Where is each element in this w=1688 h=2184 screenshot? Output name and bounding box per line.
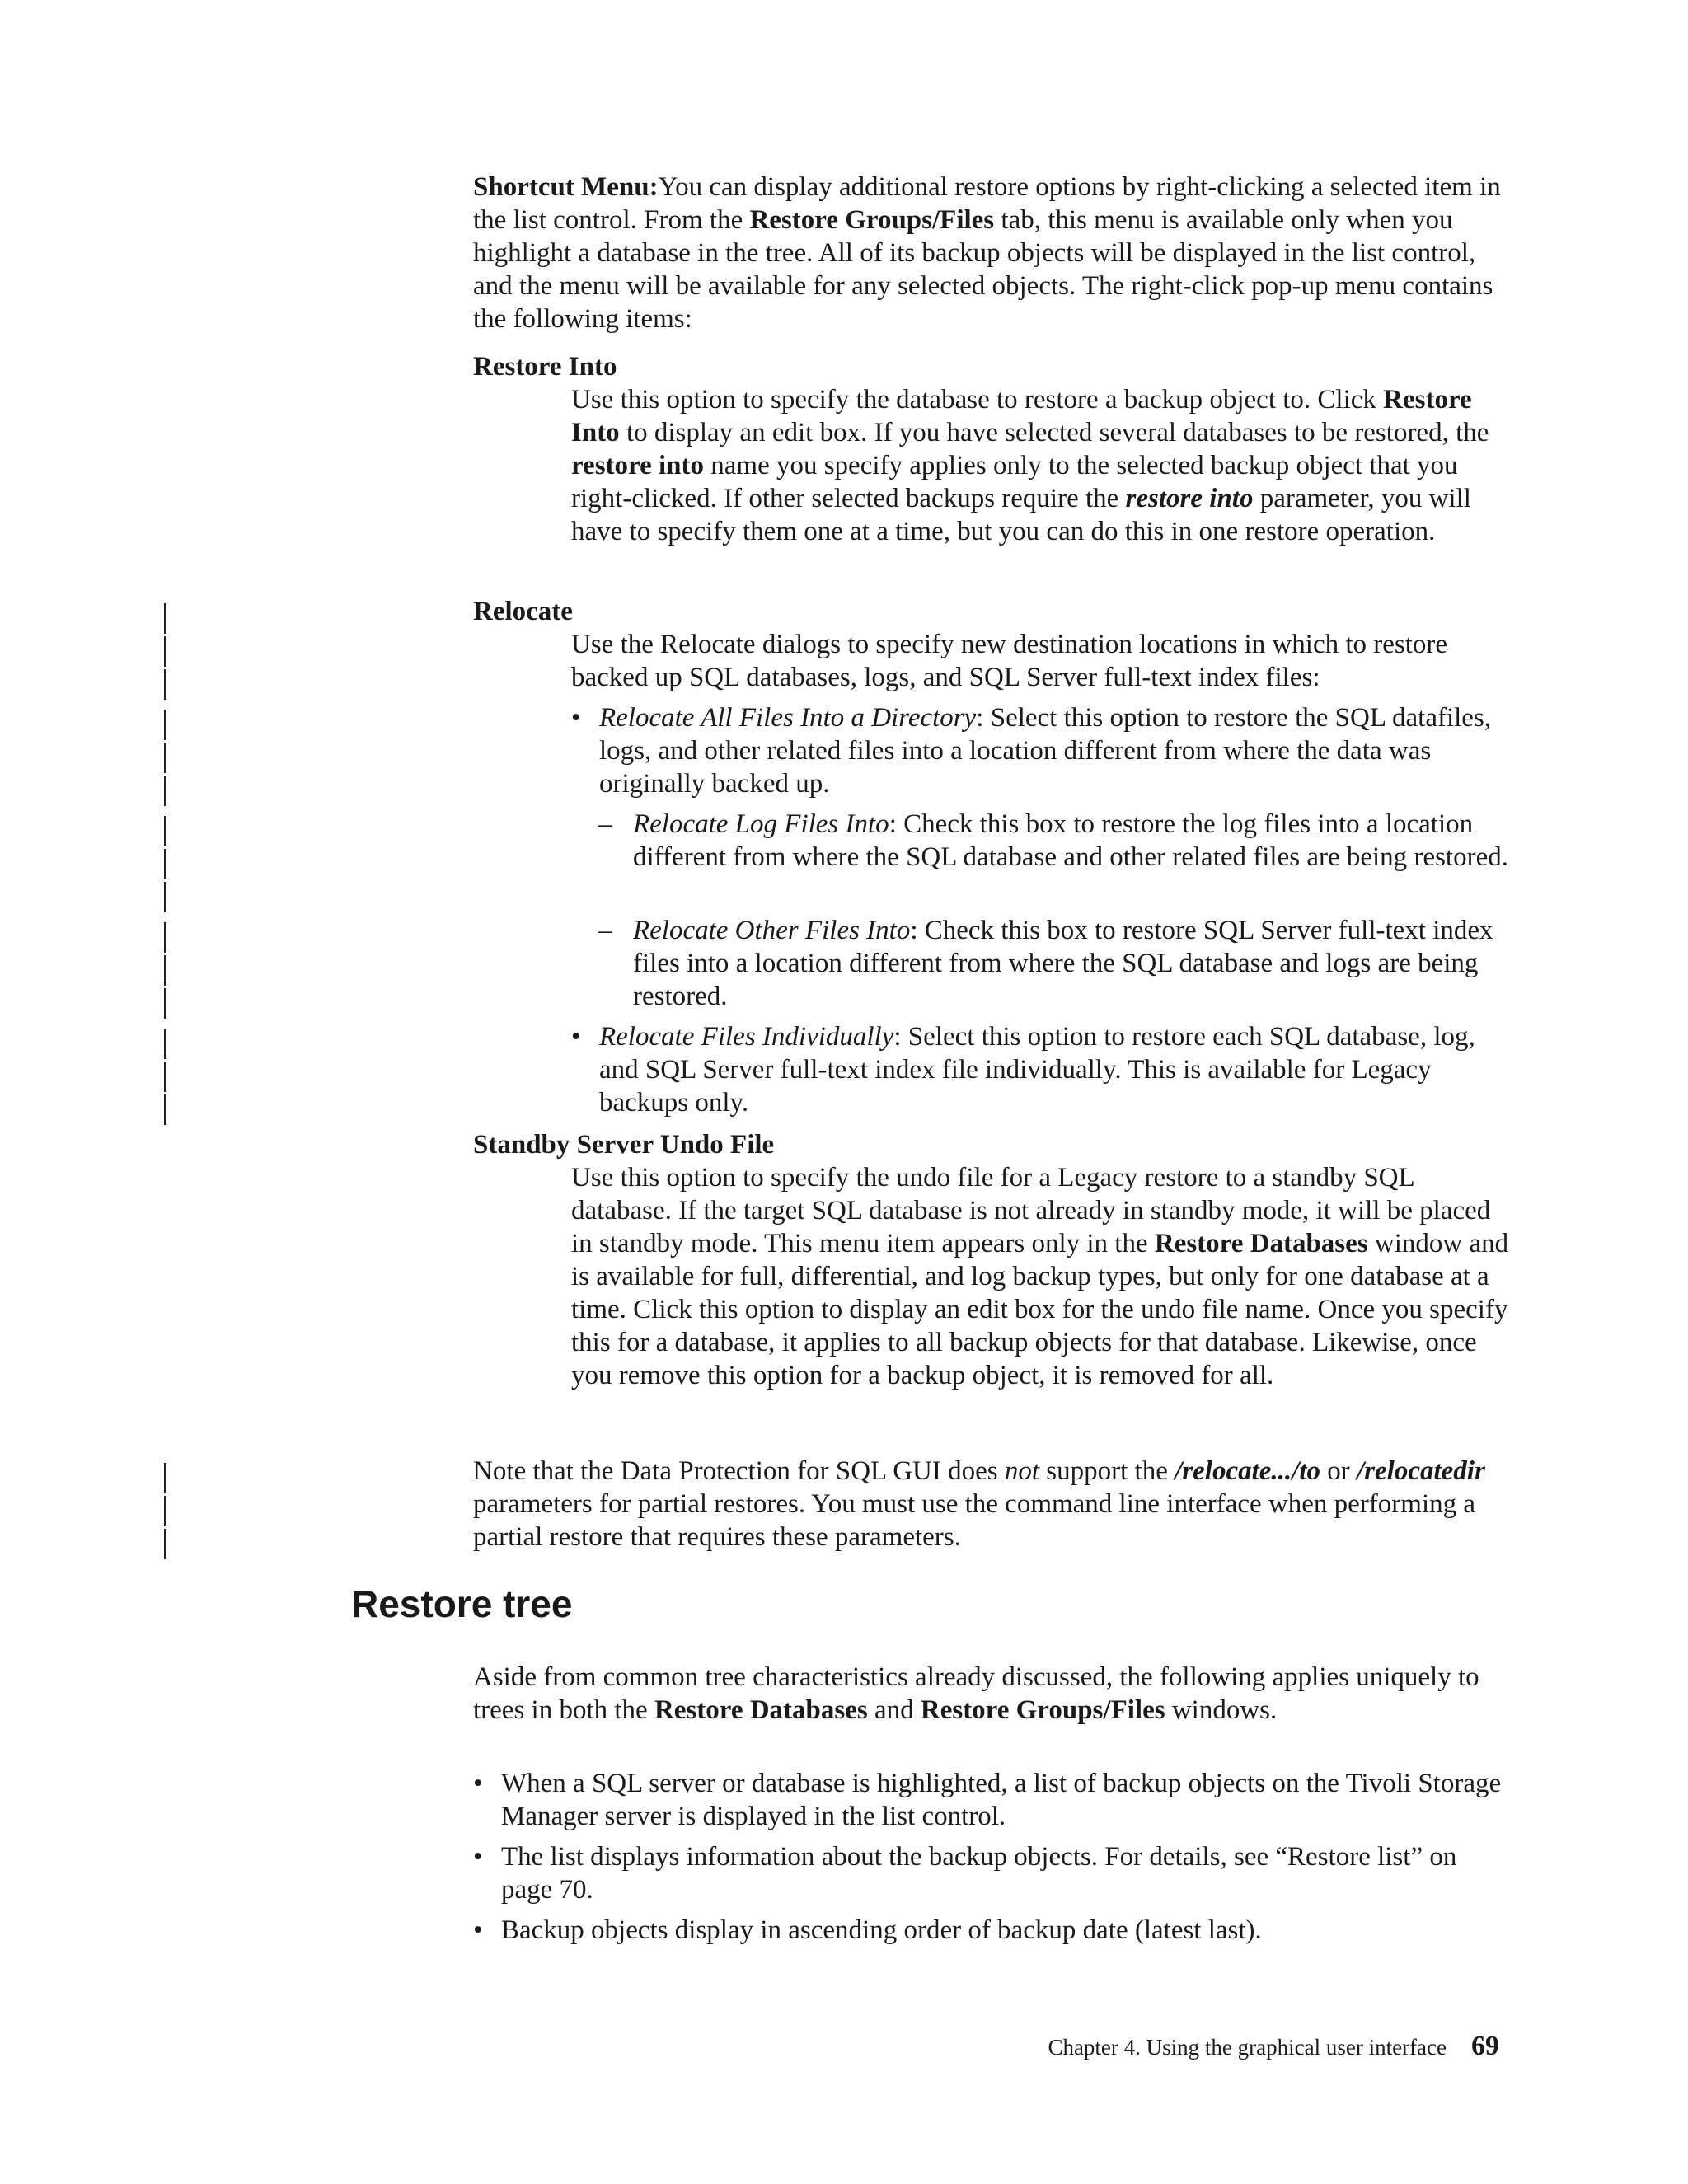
italic-run: Relocate Other Files Into bbox=[633, 916, 911, 945]
page-number: 69 bbox=[1471, 2031, 1499, 2061]
term-standby-server-undo-file: Standby Server Undo File bbox=[473, 1130, 775, 1160]
bullet-mark: • bbox=[473, 1769, 483, 1798]
revision-bar bbox=[164, 710, 166, 740]
standby-definition bbox=[571, 1161, 1511, 1392]
dash-mark: – bbox=[598, 916, 612, 945]
revision-bar bbox=[164, 922, 166, 953]
text-run: : Select this option to restore the SQL datafiles, logs, and other related files into a location different from where the data was originally backed up. bbox=[599, 703, 1492, 799]
text-run: Use this option to specify the database to restore a backup object to. Click bbox=[571, 385, 1384, 415]
page-footer bbox=[1048, 2030, 1499, 2064]
text-run: windows. bbox=[1165, 1695, 1278, 1725]
restore-tree-bullet-2 bbox=[473, 1840, 1512, 1906]
dash-mark: – bbox=[598, 809, 612, 839]
revision-bar bbox=[164, 849, 166, 879]
bullet-mark: • bbox=[473, 1842, 483, 1872]
text-run: : Check this box to restore SQL Server full-text index files into a location different from where the SQL database and logs are being restored. bbox=[633, 916, 1493, 1011]
footer-chapter-title: Chapter 4. Using the graphical user interface bbox=[1048, 2035, 1447, 2060]
revision-bar bbox=[164, 603, 166, 634]
bullet-mark: • bbox=[571, 703, 581, 733]
italic-run: not bbox=[1004, 1456, 1040, 1486]
italic-run: Relocate All Files Into a Directory bbox=[599, 703, 977, 733]
revision-bar bbox=[164, 1029, 166, 1059]
revision-bar bbox=[164, 882, 166, 912]
text-run: support the bbox=[1039, 1456, 1175, 1486]
term-restore-into: Restore Into bbox=[473, 352, 617, 382]
relocate-intro: Use the Relocate dialogs to specify new destination locations in which to restore backed up SQL databases, logs, and SQL Server full-text index files: bbox=[571, 630, 1448, 692]
bullet-relocate-individually bbox=[571, 1020, 1512, 1119]
text-run: Backup objects display in ascending order of backup date (latest last). bbox=[501, 1915, 1262, 1945]
bullet-relocate-all-files bbox=[571, 701, 1512, 800]
text-run: parameter, you will have to specify them one at a time, but you can do this in one restore operation. bbox=[571, 484, 1471, 546]
text-run: window and is available for full, differential, and log backup types, but only for one database at a time. Click this option to display an edit box for the undo file name. Once you specify this for a database, it applies to all backup objects for that database. Likewise, once you remove this option for a backup object, it is removed for all. bbox=[571, 1229, 1509, 1390]
text-run: Aside from common tree characteristics already discussed, the following applies uniquely to trees in both the bbox=[473, 1662, 1479, 1725]
text-run: or bbox=[1320, 1456, 1357, 1486]
revision-bar bbox=[164, 1496, 166, 1526]
note-paragraph bbox=[473, 1455, 1512, 1554]
term-relocate: Relocate bbox=[473, 597, 573, 626]
bold-run: restore into bbox=[571, 451, 704, 480]
bold-run: Restore Databases bbox=[654, 1695, 868, 1725]
cross-reference-text: The list displays information about the backup objects. For details, see “Restore list” on page 70. bbox=[501, 1842, 1457, 1905]
text-run: name you specify applies only to the selected backup object that you right-clicked. If other selected backups require the bbox=[571, 451, 1458, 513]
revision-bar bbox=[164, 1463, 166, 1493]
restore-tree-bullet-1 bbox=[473, 1767, 1512, 1833]
restore-tree-intro bbox=[473, 1661, 1512, 1727]
text-run: and bbox=[867, 1695, 921, 1725]
bold-run: Restore Groups/Files bbox=[920, 1695, 1165, 1725]
text-run: : Select this option to restore each SQL database, log, and SQL Server full-text index file individually. This is available for Legacy backups only. bbox=[599, 1022, 1475, 1118]
text-run: : Check this box to restore the log files into a location different from where the SQL database and other related files are being restored. bbox=[633, 809, 1508, 872]
revision-bar bbox=[164, 776, 166, 806]
text-run: parameters for partial restores. You must use the command line interface when performing a partial restore that requires these parameters. bbox=[473, 1489, 1476, 1552]
restore-tree-bullet-3 bbox=[473, 1914, 1512, 1947]
revision-bar bbox=[164, 669, 166, 700]
bullet-mark: • bbox=[571, 1022, 581, 1052]
revision-bar bbox=[164, 988, 166, 1019]
text-run: tab, this menu is available only when you highlight a database in the tree. All of its backup objects will be displayed in the list control, and the menu will be available for any selected objects. The right-click pop-up menu contains the following items: bbox=[473, 205, 1493, 334]
shortcut-menu-paragraph bbox=[473, 171, 1512, 335]
bold-italic-run: restore into bbox=[1125, 484, 1254, 513]
italic-run: Relocate Log Files Into bbox=[633, 809, 889, 839]
revision-bar bbox=[164, 1529, 166, 1559]
dash-relocate-other-files bbox=[598, 914, 1512, 1013]
revision-bar bbox=[164, 636, 166, 667]
bold-run: Restore Into bbox=[571, 385, 1472, 448]
bullet-mark: • bbox=[473, 1915, 483, 1945]
text-run: Use this option to specify the undo file for a Legacy restore to a standby SQL database. If the target SQL database is not already in standby mode, it will be placed in standby mode. This menu item appears only in the bbox=[571, 1163, 1491, 1258]
revision-bar bbox=[164, 955, 166, 986]
text-run: to display an edit box. If you have selected several databases to be restored, the bbox=[619, 418, 1489, 448]
revision-bar bbox=[164, 1094, 166, 1125]
restore-into-definition bbox=[571, 383, 1511, 548]
revision-bar bbox=[164, 743, 166, 773]
dash-relocate-log-files bbox=[598, 808, 1512, 874]
bold-italic-run: /relocatedir bbox=[1357, 1456, 1485, 1486]
bold-run: Restore Databases bbox=[1154, 1229, 1368, 1258]
section-heading-restore-tree: Restore tree bbox=[351, 1582, 573, 1625]
bold-run: Restore Groups/Files bbox=[749, 205, 995, 235]
bold-italic-run: /relocate.../to bbox=[1175, 1456, 1321, 1486]
text-run: You can display additional restore options by right-clicking a selected item in the list control. From the bbox=[473, 172, 1501, 235]
shortcut-menu-label: Shortcut Menu: bbox=[473, 172, 659, 202]
revision-bar bbox=[164, 1062, 166, 1092]
revision-bar bbox=[164, 816, 166, 846]
italic-run: Relocate Files Individually bbox=[599, 1022, 894, 1052]
text-run: When a SQL server or database is highlighted, a list of backup objects on the Tivoli Storage Manager server is displayed in the list control. bbox=[501, 1769, 1502, 1831]
text-run: Note that the Data Protection for SQL GUI does bbox=[473, 1456, 1005, 1486]
